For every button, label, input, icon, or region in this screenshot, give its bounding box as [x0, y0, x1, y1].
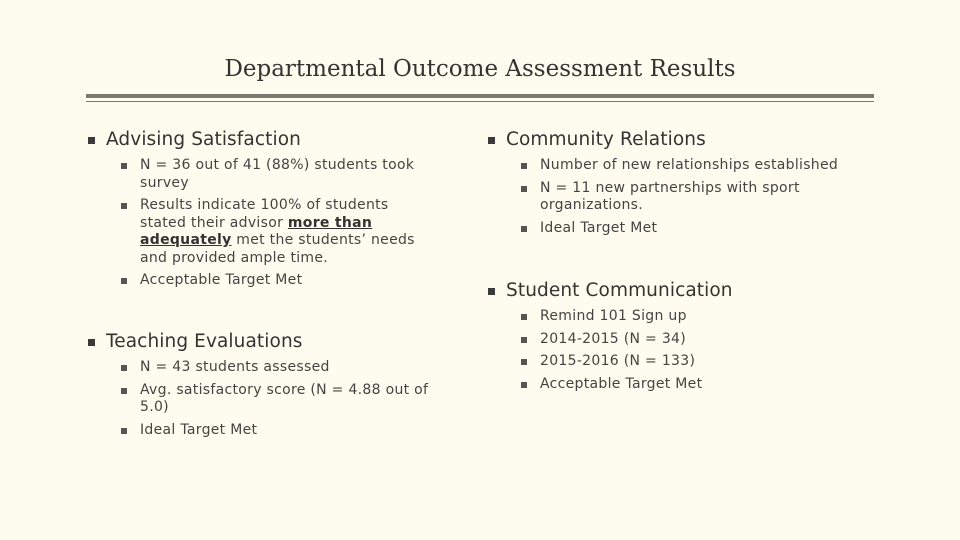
list-item: Ideal Target Met	[118, 422, 438, 440]
teaching-section	[86, 330, 466, 439]
list-item: N = 36 out of 41 (88%) students took survey	[118, 157, 438, 192]
square-bullet-icon	[488, 137, 495, 144]
list-item: N = 43 students assessed	[118, 359, 438, 377]
square-bullet-icon	[521, 226, 527, 232]
community-list	[518, 157, 858, 237]
list-item: Acceptable Target Met	[518, 376, 858, 394]
square-bullet-icon	[88, 339, 95, 346]
square-bullet-icon	[121, 365, 127, 371]
list-item: 2014-2015 (N = 34)	[518, 331, 858, 349]
list-item: Number of new relationships established	[518, 157, 858, 175]
advising-section	[86, 128, 466, 290]
square-bullet-icon	[521, 163, 527, 169]
slide-title: Departmental Outcome Assessment Results	[224, 56, 736, 82]
communication-heading: Student Communication	[506, 280, 733, 301]
square-bullet-icon	[121, 163, 127, 169]
square-bullet-icon	[488, 288, 495, 295]
square-bullet-icon	[521, 337, 527, 343]
list-item: Ideal Target Met	[518, 220, 858, 238]
list-item: Results indicate 100% of students stated their advisor more than adequately met the students’ needs and provided ample time.	[118, 197, 438, 267]
list-item: Avg. satisfactory score (N = 4.88 out of 5.0)	[118, 382, 438, 417]
communication-list	[518, 308, 858, 393]
title-divider-thin	[86, 101, 874, 102]
community-section	[486, 128, 886, 237]
advising-list	[118, 157, 438, 290]
square-bullet-icon	[121, 278, 127, 284]
list-item: Acceptable Target Met	[118, 272, 438, 290]
advising-heading: Advising Satisfaction	[106, 129, 301, 150]
square-bullet-icon	[88, 137, 95, 144]
square-bullet-icon	[521, 314, 527, 320]
square-bullet-icon	[121, 428, 127, 434]
square-bullet-icon	[521, 186, 527, 192]
community-heading: Community Relations	[506, 129, 706, 150]
teaching-list	[118, 359, 438, 439]
square-bullet-icon	[121, 388, 127, 394]
communication-section	[486, 279, 886, 393]
title-divider-thick	[86, 94, 874, 98]
square-bullet-icon	[521, 359, 527, 365]
emphasized-text: more than adequately	[140, 214, 373, 248]
square-bullet-icon	[121, 203, 127, 209]
square-bullet-icon	[521, 382, 527, 388]
list-item: 2015-2016 (N = 133)	[518, 353, 858, 371]
list-item: N = 11 new partnerships with sport organizations.	[518, 180, 858, 215]
list-item: Remind 101 Sign up	[518, 308, 858, 326]
teaching-heading: Teaching Evaluations	[106, 331, 303, 352]
